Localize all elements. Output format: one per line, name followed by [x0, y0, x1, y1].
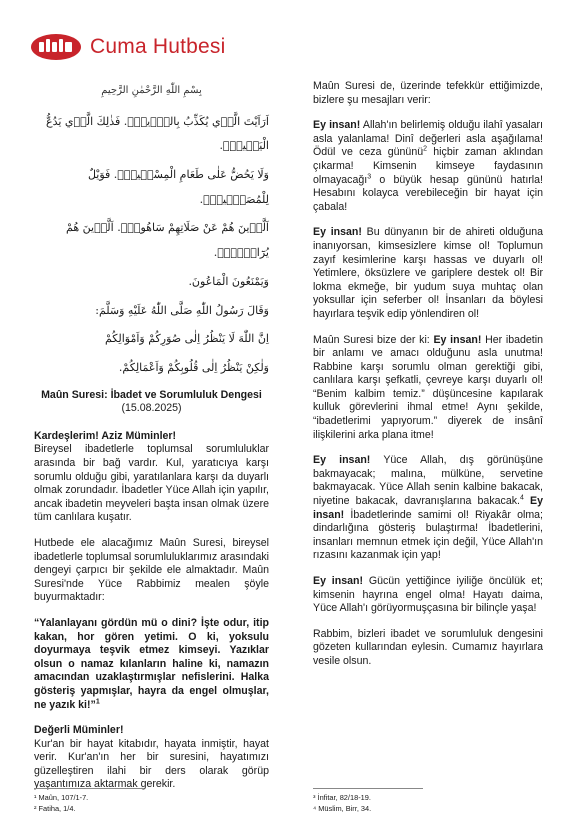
footnote-ref: 2 [423, 145, 428, 153]
closing-prayer: Rabbim, bizleri ibadet ve sorumluluk dengesini gözeten kullarından eylesin. Cumamız hayırlara vesile olsun. [313, 627, 543, 667]
greeting-heading: Kardeşlerim! Aziz Müminler! [34, 429, 177, 442]
right-column [313, 80, 543, 681]
footnote-divider [34, 788, 144, 789]
message-paragraph: Ey insan! Gücün yettiğince iyiliğe öncülük et; kimsenin hayrına engel olma! Hayatı daima, Yüce Allah'ı görüyormuşçasına bir bilinçle yaşa! [313, 575, 543, 615]
arabic-line: وَيَمْنَعُونَ الْمَاعُونَ. [188, 274, 269, 288]
footnote: ² Fatiha, 1/4. [34, 803, 76, 813]
footnote: ⁴ Müslim, Birr, 34. [313, 803, 372, 813]
verse-quote: “Yalanlayanı gördün mü o dini? İşte odur, itip kakan, hor gören yetimi. O ki, yoksulu doyurmaya teşvik etmez kimseyi. Yazıklar olsun o namaz kılanların haline ki, namazın amacından uzaklaştırmışlar nefislerini. Halka gösteriş yapmışlar, hayra da engel olmuşlar, ne yazık ki!”$^1$ [34, 616, 269, 711]
footnote: ¹ Maûn, 107/1-7. [34, 793, 89, 802]
arabic-line: وَلَا يَحُضُّ عَلٰى طَعَامِ الْمِسْك۪ينِۜ. فَوَيْلٌ لِلْمُصَلّ۪ينَۙ. [87, 168, 269, 206]
footnotes-left [34, 788, 144, 814]
arabic-line: وَلٰكِنْ يَنْظُرُ اِلٰى قُلُوبِكُمْ وَاَعْمَالِكُمْ. [118, 360, 269, 374]
footnote-ref: 3 [367, 173, 372, 181]
paragraph: Hutbede ele alacağımız Maûn Suresi, bireysel ibadetlerle toplumsal sorumluluklarımız arasındaki dengeyi çarpıcı bir şekilde ele almaktadır. Maûn Suresi'nde Yüce Rabbimiz mealen şöyle buyurmaktadır: [34, 536, 269, 604]
left-column [34, 80, 269, 804]
basmala: بِسْمِ اللّٰهِ الرَّحْمٰنِ الرَّحِيمِ [101, 85, 202, 96]
footnote-ref: 4 [519, 494, 524, 502]
paragraph: Kur'an bir hayat kitabıdır, hayata inmiştir, hayat verir. Kur'an'ın her bir suresini, hayatımızı güzelleştiren ilahi bir ders olarak görüp yaşantımıza aktarmak gerekir. [34, 737, 269, 791]
greeting-heading: Değerli Müminler! [34, 724, 124, 737]
footnote-divider [313, 788, 423, 789]
footnote-ref: 1 [95, 697, 100, 705]
message-paragraph: Maûn Suresi bize der ki: Ey insan! Her ibadetin bir anlamı ve amacı olduğunu asla unutma! Rabbine karşı sorumlu olman gerektiği gibi, canlılara karşı şefkatli, çevreye karşı duyarlı ol! “Benim kalbim temiz.” düşüncesine kapılarak kulluk görevlerini ihmal etme! Aynı şekilde, “ibadetlerimi yapıyorum.” diyerek de insânî ilişkilerini arka plana itme! [313, 333, 543, 441]
message-paragraph: Ey insan! Bu dünyanın bir de ahireti olduğuna inanıyorsan, kimsesizlere kimse ol! Toplumun zayıf kesimlerine karşı hassas ve duyarlı ol! Yetimlere, öksüzlere ve gariplere destek ol! Bir lokma ekmeğe, bir yudum suya muhtaç olan yoksullar için seferber ol! İnsanları da böylesi hayırlara teşvik edip yönlendiren ol! [313, 226, 543, 320]
page-header [30, 32, 225, 62]
sermon-date: (15.08.2025) [121, 402, 182, 415]
sermon-title: Maûn Suresi: İbadet ve Sorumluluk Dengesi [41, 388, 262, 401]
brand-title: Cuma Hutbesi [90, 35, 226, 58]
footnote: ³ İnfitar, 82/18-19. [313, 793, 371, 802]
diyanet-logo-icon [30, 33, 82, 61]
arabic-line: وَقَالَ رَسُولُ اللّٰهِ صَلَّى اللّٰهُ عَلَيْهِ وَسَلَّمَ: [95, 303, 269, 317]
footnotes-right [313, 788, 423, 814]
paragraph: Maûn Suresi de, üzerinde tefekkür ettiğimizde, bizlere şu mesajları verir: [313, 80, 543, 106]
arabic-line: اَلَّذ۪ينَ هُمْ عَنْ صَلَاتِهِمْ سَاهُونَۙ. اَلَّذ۪ينَ هُمْ يُرَٓاؤُ۫نَۙ. [66, 221, 269, 260]
arabic-line: اَرَاَيْتَ الَّذ۪ي يُكَذِّبُ بِالدّ۪ينِۜ. فَذٰلِكَ الَّذ۪ي يَدُعُّ الْيَت۪يمَۙ. [46, 114, 269, 153]
arabic-line: اِنَّ اللّٰهَ لَا يَنْظُرُ اِلٰى صُوَرِكُمْ وَاَمْوَالِكُمْ [104, 332, 269, 346]
paragraph: Bireysel ibadetlerle toplumsal sorumluluklar arasında bir bağ vardır. Kul, yaratıcıya karşı sorumlu olduğu gibi, yaratılanlara karşı da duyarlı olmak zorundadır. İbadetler Yüce Allah için yapılır, ancak ibadetin meyveleri başta insan olmak üzere tüm canlılara kuşatır. [34, 443, 269, 524]
message-paragraph: Ey insan! Yüce Allah, dış görünüşüne bakmayacak; malına, mülküne, servetine bakmayacak. Yüce Allah senin kalbine bakacak, niyetine bakacak, davranışlarına bakacak.$^4$ Ey insan! İbadetlerinde samimi ol! Riyakâr olma; dindarlığına gösteriş bulaştırma! İbadetlerini, insanları memnun etmek için değil, Yüce Allah'ın rızasını kazanmak için yap! [313, 454, 544, 562]
message-paragraph: Ey insan! Allah'ın belirlemiş olduğu ilahî yasaları asla yalanlama! Dinî değerleri asla aşağılama! Ödül ve ceza gününü$^2$ hiçbir zaman aklından çıkarma! Kimsenin kimseye faydasının olmayacağı$^3$ o büyük hesap gününü hatırla! Hesabını kolayca verebileceğin bir hayat için çabala! [313, 119, 543, 213]
